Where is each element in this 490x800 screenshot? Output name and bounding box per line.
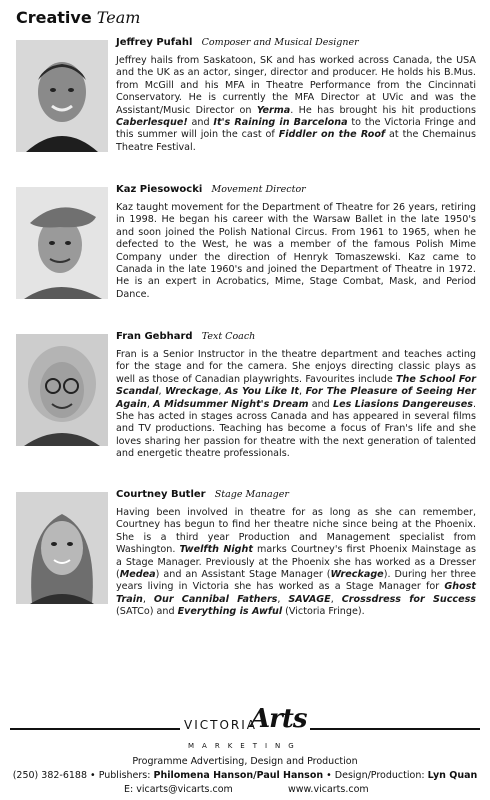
bio-name: Kaz Piesowocki <box>116 184 203 195</box>
bio-text <box>116 55 476 154</box>
title-emphasis: It's Raining in Barcelona <box>213 117 348 129</box>
publishers-label: Publishers: <box>98 770 151 781</box>
text-run: , <box>330 593 342 605</box>
bio-role: Text Coach <box>201 331 256 342</box>
text-run: Kaz taught movement for the Department of Theatre for 26 years, retiring in 1998. He began his career with the Warsaw Ballet in the late 1950's and soon joined the Polish National Circus. From 1961 to 1965, when he defected to the West, he was a member of the famous Polish Mime Company under the direction of Henryk Tomaszewski. Kaz came to Canada in the late 1960's and joined the Department of Theatre in 1972. He is an expert in Acrobatics, Mime, Stage Combat, Mask, and Period Dance. <box>116 202 476 300</box>
portrait-man-icon <box>16 40 108 152</box>
text-run: , <box>142 593 154 605</box>
phone: (250) 382-6188 <box>12 770 88 781</box>
design-label: Design/Production: <box>334 770 425 781</box>
bio-card <box>16 183 476 343</box>
title-emphasis: Les Liasions Dangereuses <box>332 398 473 410</box>
title-bold: Creative <box>16 8 92 27</box>
title-emphasis: The School For Scandal <box>116 373 476 398</box>
text-run: Fran is a Senior Instructor in the theatre department and teaches acting for the stage and for the camera. She enjoys directing classic plays as well as those of Canadian playwrights. Favourites include <box>116 349 476 385</box>
email-link[interactable]: E: vicarts@vicarts.com <box>124 784 233 795</box>
text-run: . She has acted in stages across Canada and has appeared in several films and TV productions. Teaching has become a focus of Fran's life and she loves sharing her passion for theatre with the next generation of talented and energetic theatre professionals. <box>116 398 476 460</box>
title-emphasis: Ghost Train <box>116 581 476 605</box>
bio-card <box>16 36 476 196</box>
text-run: (Victoria Fringe). <box>282 606 365 618</box>
title-emphasis: As You Like It <box>225 386 299 398</box>
bio-name: Courtney Butler <box>116 489 206 500</box>
bio-role: Stage Manager <box>214 489 289 500</box>
title-italic: Team <box>96 8 141 27</box>
text-run: ) and an Assistant Stage Manager ( <box>155 569 331 581</box>
text-run: , <box>146 398 154 410</box>
title-emphasis: Everything is Awful <box>177 606 283 618</box>
title-emphasis: Caberlesque! <box>116 117 188 129</box>
headshot-photo <box>16 334 108 446</box>
text-run: Having been involved in theatre for as long as she can remember, Courtney has begun to find her theatre niche since being at the Phoenix. She is a third year Production and Management specialist from Washington. <box>116 507 476 556</box>
footer-credits: (250) 382-6188 • Publishers: Philomena Hanson/Paul Hanson • Design/Production: Lyn Quan <box>12 770 478 781</box>
text-run: , <box>298 386 306 398</box>
portrait-young-woman-icon <box>16 492 108 604</box>
bio-text <box>116 349 476 461</box>
text-run: , <box>277 593 289 605</box>
logo-rule-right <box>310 728 480 730</box>
bio-card <box>16 330 476 490</box>
bio-text <box>116 507 476 619</box>
title-emphasis: Wreckage <box>330 569 384 581</box>
title-emphasis: Our Cannibal Fathers <box>153 593 278 605</box>
footer-tagline: Programme Advertising, Design and Production <box>132 756 358 767</box>
bio-card <box>16 488 476 648</box>
website-link[interactable]: www.vicarts.com <box>288 784 369 795</box>
bio-text <box>116 202 476 301</box>
text-run: and <box>187 117 214 129</box>
text-run: marks Courtney's first Phoenix Mainstage as a Stage Manager. Previously at the Phoenix she has worked as a Dresser ( <box>116 544 476 581</box>
text-run: , <box>158 386 166 398</box>
title-emphasis: Wreckage <box>165 386 219 398</box>
title-emphasis: SAVAGE <box>288 593 331 605</box>
text-run: ). During her three years living in Victoria she has worked as a Stage Manager for <box>116 569 476 593</box>
text-run: at the Chemainus Theatre Festival. <box>116 129 477 153</box>
logo-arts: Arts <box>250 704 307 734</box>
headshot-photo <box>16 40 108 152</box>
publishers: Philomena Hanson/Paul Hanson <box>153 770 324 781</box>
page-title <box>16 8 140 28</box>
logo-marketing: MARKETING <box>188 742 302 750</box>
title-emphasis: Crossdress for Success <box>341 593 477 605</box>
bio-name: Fran Gebhard <box>116 331 193 342</box>
logo-rule-left <box>10 728 180 730</box>
title-emphasis: Fiddler on the Roof <box>278 129 386 141</box>
text-run: . He has brought his hit productions <box>290 104 476 116</box>
headshot-photo <box>16 187 108 299</box>
designer: Lyn Quan <box>427 770 478 781</box>
text-run: (SATCo) and <box>116 606 178 618</box>
bio-role: Movement Director <box>211 184 306 195</box>
logo-victoria: VICTORIA <box>184 718 257 732</box>
portrait-woman-glasses-icon <box>16 334 108 446</box>
title-emphasis: For The Pleasure of Seeing Her Again <box>116 386 477 410</box>
title-emphasis: Medea <box>119 569 156 581</box>
title-emphasis: A Midsummer Night's Dream <box>153 398 309 410</box>
title-emphasis: Twelfth Night <box>179 544 253 556</box>
bio-name: Jeffrey Pufahl <box>116 37 193 48</box>
text-run: to the Victoria Fringe and this summer will join the cast of <box>116 117 476 141</box>
text-run: and <box>308 398 333 410</box>
text-run: , <box>218 386 225 398</box>
bio-role: Composer and Musical Designer <box>201 37 359 48</box>
headshot-photo <box>16 492 108 604</box>
text-run: Jeffrey hails from Saskatoon, SK and has worked across Canada, the USA and the UK as an actor, singer, director and producer. He holds his B.Mus. from McGill and his MFA in Theatre Performance from the Cincinnati Conservatory. He is currently the MFA Director at UVic and was the Assistant/Music Director on <box>116 55 476 116</box>
title-emphasis: Yerma <box>256 104 291 116</box>
portrait-older-man-icon <box>16 187 108 299</box>
